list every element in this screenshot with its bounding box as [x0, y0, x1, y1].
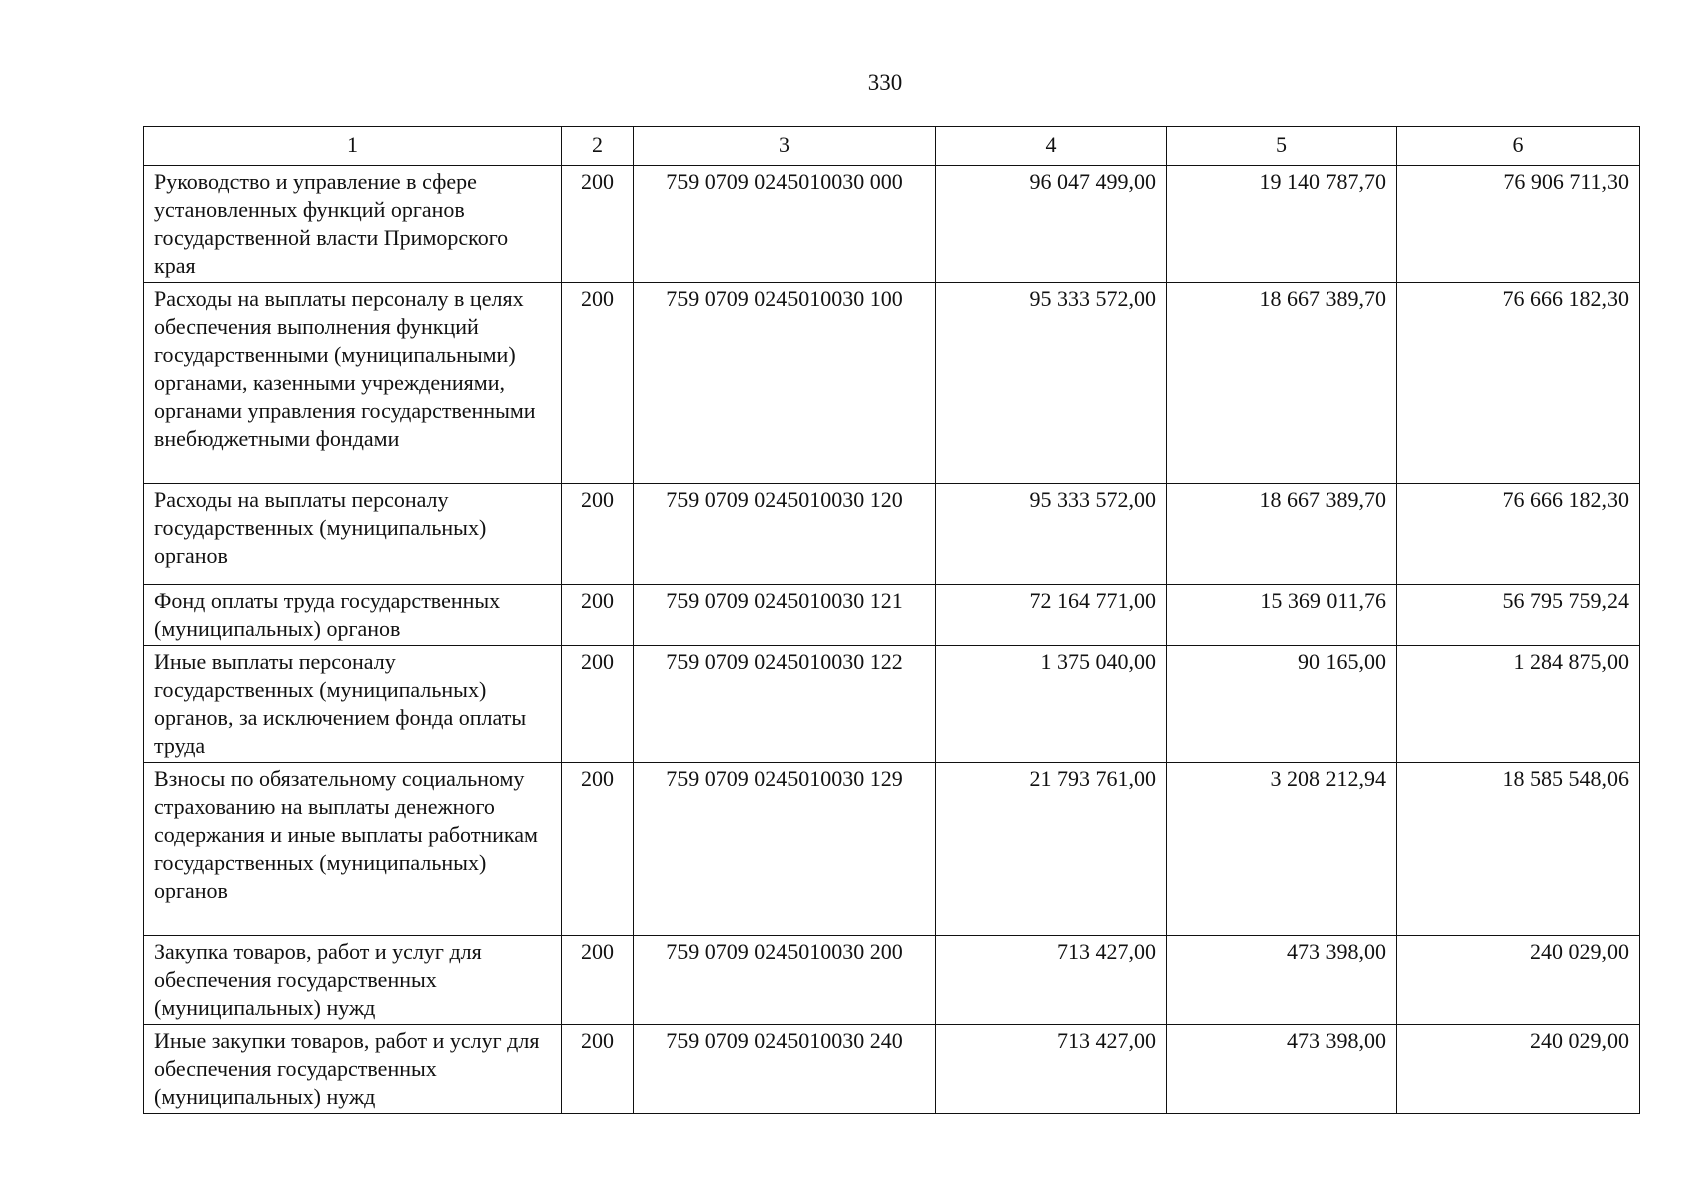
column-header-1: 1 [144, 127, 562, 166]
column-header-5: 5 [1167, 127, 1397, 166]
row-code-cell: 759 0709 0245010030 100 [634, 283, 936, 484]
row-col2-cell: 200 [562, 166, 634, 283]
budget-table [143, 126, 1640, 1114]
row-value4-cell: 95 333 572,00 [936, 283, 1167, 484]
row-code-cell: 759 0709 0245010030 122 [634, 646, 936, 763]
row-code-cell: 759 0709 0245010030 120 [634, 484, 936, 585]
row-name-cell: Расходы на выплаты персоналу государственных (муниципальных) органов [144, 484, 562, 585]
row-value6-cell: 76 906 711,30 [1397, 166, 1640, 283]
row-col2-cell: 200 [562, 1025, 634, 1114]
table-row [144, 166, 1640, 283]
row-value5-cell: 3 208 212,94 [1167, 763, 1397, 936]
row-value6-cell: 76 666 182,30 [1397, 283, 1640, 484]
row-value4-cell: 96 047 499,00 [936, 166, 1167, 283]
table-row [144, 484, 1640, 585]
row-value4-cell: 21 793 761,00 [936, 763, 1167, 936]
row-col2-cell: 200 [562, 484, 634, 585]
row-value4-cell: 713 427,00 [936, 1025, 1167, 1114]
row-name-cell: Расходы на выплаты персоналу в целях обеспечения выполнения функций государственными (муниципальными) органами, казенными учреждениями, органами управления государственными внебюджетными фондами [144, 283, 562, 484]
row-name-cell: Фонд оплаты труда государственных (муниципальных) органов [144, 585, 562, 646]
row-code-cell: 759 0709 0245010030 000 [634, 166, 936, 283]
row-value5-cell: 473 398,00 [1167, 1025, 1397, 1114]
row-col2-cell: 200 [562, 763, 634, 936]
row-value5-cell: 19 140 787,70 [1167, 166, 1397, 283]
row-value5-cell: 18 667 389,70 [1167, 484, 1397, 585]
row-value5-cell: 473 398,00 [1167, 936, 1397, 1025]
row-value6-cell: 18 585 548,06 [1397, 763, 1640, 936]
table-header-row [144, 127, 1640, 166]
row-code-cell: 759 0709 0245010030 200 [634, 936, 936, 1025]
row-value6-cell: 240 029,00 [1397, 1025, 1640, 1114]
row-code-cell: 759 0709 0245010030 240 [634, 1025, 936, 1114]
row-value4-cell: 713 427,00 [936, 936, 1167, 1025]
table-row [144, 646, 1640, 763]
row-col2-cell: 200 [562, 936, 634, 1025]
row-value5-cell: 15 369 011,76 [1167, 585, 1397, 646]
column-header-4: 4 [936, 127, 1167, 166]
row-name-cell: Взносы по обязательному социальному страхованию на выплаты денежного содержания и иные выплаты работникам государственных (муниципальных) органов [144, 763, 562, 936]
row-name-cell: Иные закупки товаров, работ и услуг для обеспечения государственных (муниципальных) нужд [144, 1025, 562, 1114]
table-row [144, 585, 1640, 646]
row-value6-cell: 1 284 875,00 [1397, 646, 1640, 763]
row-col2-cell: 200 [562, 283, 634, 484]
row-name-cell: Руководство и управление в сфере установленных функций органов государственной власти Приморского края [144, 166, 562, 283]
row-value5-cell: 90 165,00 [1167, 646, 1397, 763]
row-code-cell: 759 0709 0245010030 129 [634, 763, 936, 936]
row-name-cell: Иные выплаты персоналу государственных (муниципальных) органов, за исключением фонда оплаты труда [144, 646, 562, 763]
table-row [144, 283, 1640, 484]
page-number: 330 [867, 70, 903, 95]
column-header-6: 6 [1397, 127, 1640, 166]
row-value4-cell: 95 333 572,00 [936, 484, 1167, 585]
row-value6-cell: 240 029,00 [1397, 936, 1640, 1025]
row-col2-cell: 200 [562, 585, 634, 646]
row-value5-cell: 18 667 389,70 [1167, 283, 1397, 484]
row-col2-cell: 200 [562, 646, 634, 763]
row-value4-cell: 72 164 771,00 [936, 585, 1167, 646]
table-row [144, 936, 1640, 1025]
column-header-2: 2 [562, 127, 634, 166]
row-value4-cell: 1 375 040,00 [936, 646, 1167, 763]
row-value6-cell: 76 666 182,30 [1397, 484, 1640, 585]
row-name-cell: Закупка товаров, работ и услуг для обеспечения государственных (муниципальных) нужд [144, 936, 562, 1025]
row-code-cell: 759 0709 0245010030 121 [634, 585, 936, 646]
column-header-3: 3 [634, 127, 936, 166]
row-value6-cell: 56 795 759,24 [1397, 585, 1640, 646]
table-row [144, 1025, 1640, 1114]
table-row [144, 763, 1640, 936]
